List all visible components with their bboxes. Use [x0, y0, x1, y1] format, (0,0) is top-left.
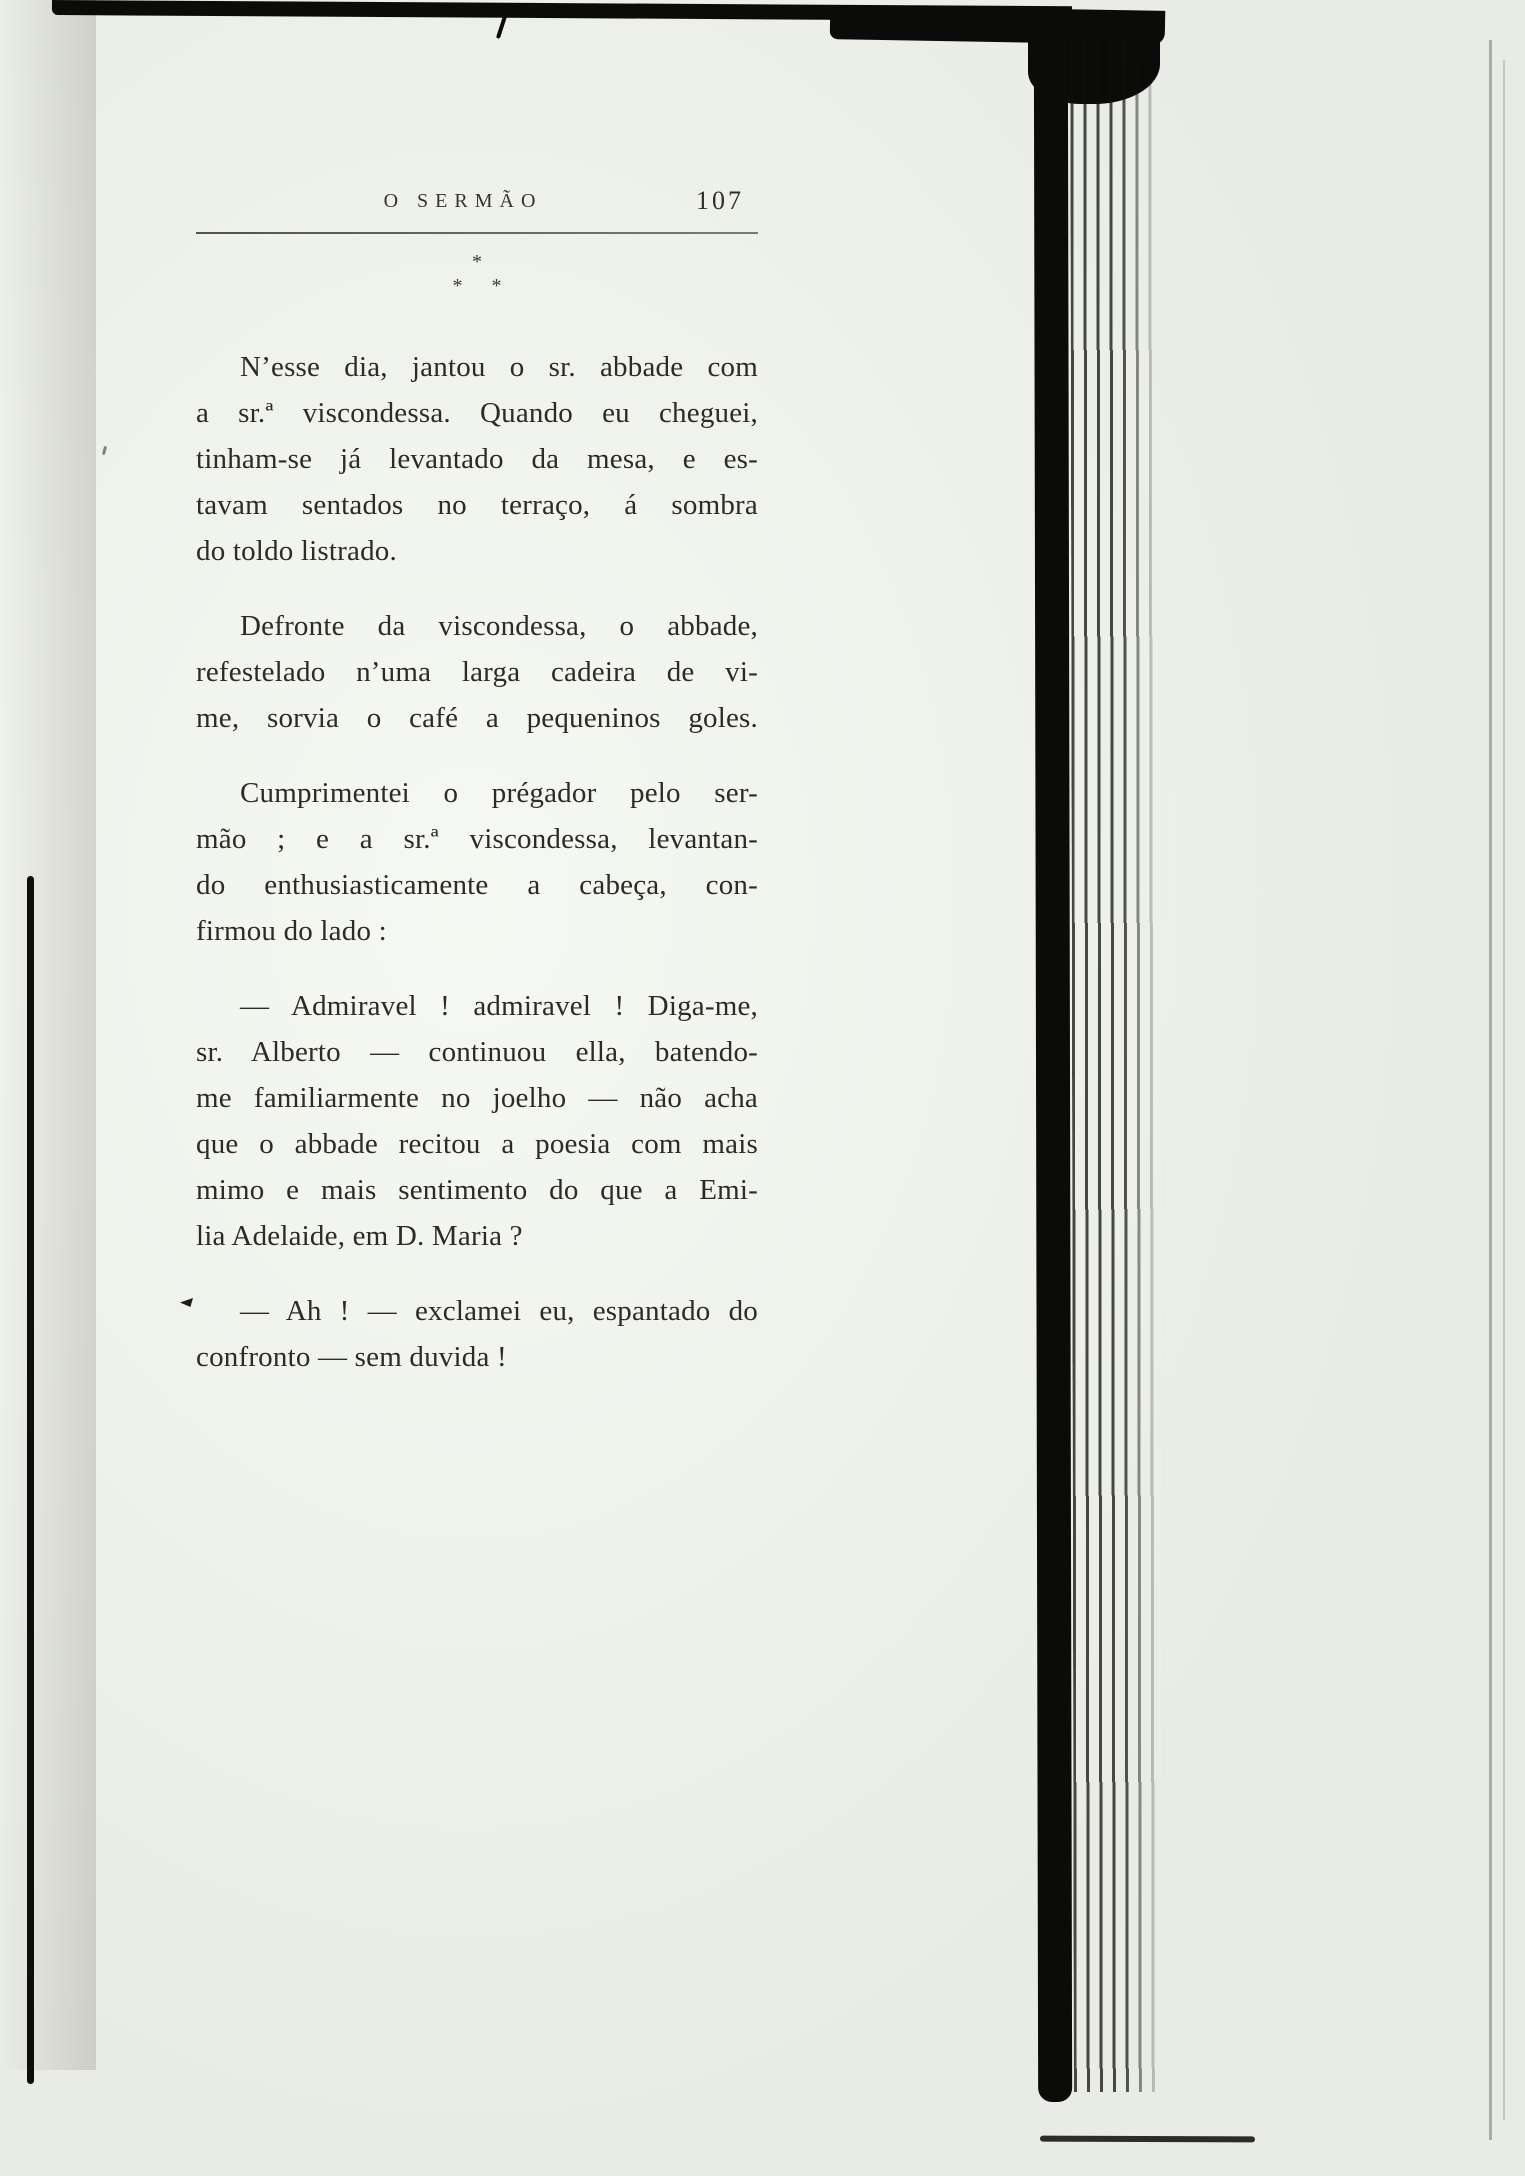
text-line: — Ah ! — exclamei eu, espantado do [240, 1295, 758, 1327]
text-line: tavam sentados no terraço, á sombra [196, 489, 758, 521]
asterism-top: * [472, 251, 482, 273]
ink-speck [102, 446, 107, 455]
body-text [196, 344, 758, 1380]
scan-streak [1489, 40, 1492, 2140]
text-line: sr. Alberto — continuou ella, batendo- [196, 1036, 758, 1068]
text-line: firmou do lado : [196, 915, 387, 947]
running-header [196, 186, 758, 220]
scan-artifact-line [27, 876, 34, 2084]
text-line: lia Adelaide, em D. Maria ? [196, 1220, 523, 1252]
chapter-title: O SERMÃO [383, 190, 543, 212]
text-line: que o abbade recitou a poesia com mais [196, 1128, 758, 1160]
text-line: confronto — sem duvida ! [196, 1341, 507, 1373]
text-line: do enthusiasticamente a cabeça, con- [196, 869, 758, 901]
spine-shadow [0, 0, 96, 2070]
scan-streak [1503, 60, 1505, 2120]
text-line: Cumprimentei o prégador pelo ser- [240, 777, 758, 809]
header-rule [196, 232, 758, 234]
text-line: me, sorvia o café a pequeninos goles. [196, 702, 758, 734]
asterism-bottom: * * [452, 275, 514, 297]
text-line: — Admiravel ! admiravel ! Diga-me, [240, 990, 758, 1022]
text-line: Defronte da viscondessa, o abbade, [240, 610, 758, 642]
page-number: 107 [696, 186, 744, 215]
text-line: tinham-se já levantado da mesa, e es- [196, 443, 758, 475]
text-line: mão ; e a sr.ª viscondessa, levantan- [196, 823, 758, 855]
text-line: me familiarmente no joelho — não acha [196, 1082, 758, 1114]
text-line: a sr.ª viscondessa. Quando eu cheguei, [196, 397, 758, 429]
book-spine-edge [1034, 30, 1072, 2102]
page-edge-lines [1070, 40, 1166, 2092]
text-line: do toldo listrado. [196, 535, 397, 567]
asterism [196, 250, 758, 298]
ink-speck [180, 1298, 193, 1307]
text-line: refestelado n’uma larga cadeira de vi- [196, 656, 758, 688]
text-line: N’esse dia, jantou o sr. abbade com [240, 351, 758, 383]
scan-edge-bottom [1040, 2136, 1255, 2143]
text-line: mimo e mais sentimento do que a Emi- [196, 1174, 758, 1206]
text-block [196, 186, 758, 1409]
